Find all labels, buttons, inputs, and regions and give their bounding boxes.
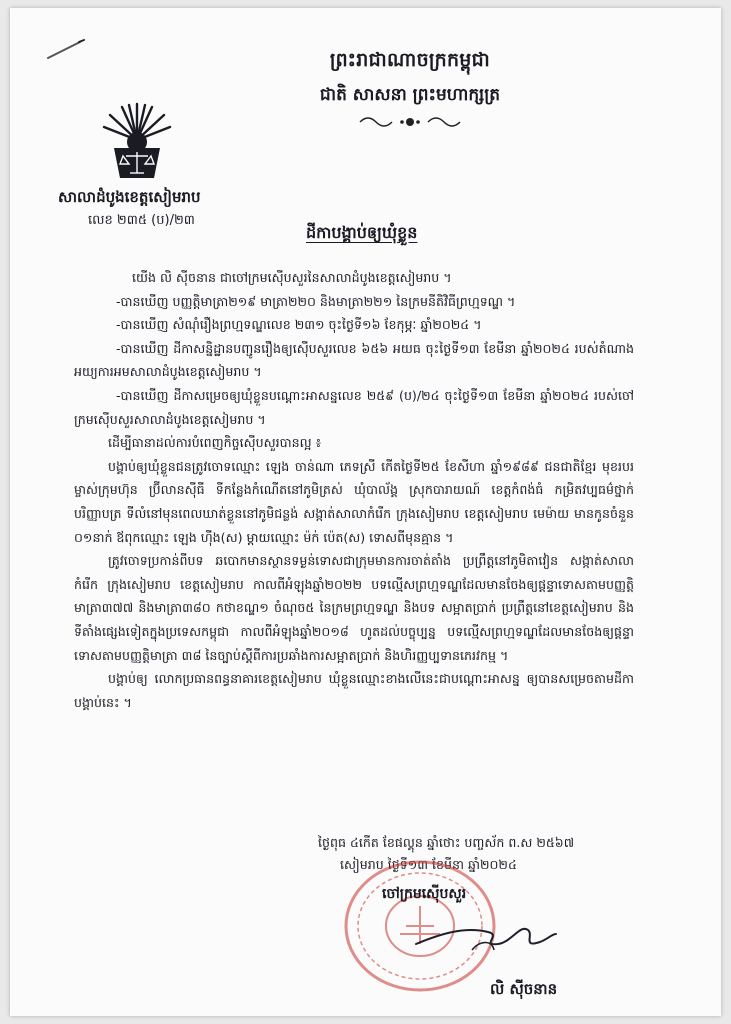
legal-basis-1: -បានឃើញ បញ្ញត្តិមាត្រា២១៩ មាត្រា២២០ និងមាត្រា២២១ នៃក្រមនីតិវិធីព្រហ្មទណ្ឌ ។ bbox=[116, 293, 516, 309]
signer-title: ចៅក្រមស៊ើបសួរ bbox=[382, 886, 467, 902]
document-page bbox=[10, 8, 721, 1016]
intro-paragraph: យើង លិ ស៊ីចនាន ជាចៅក្រមស៊ើបសួរនៃសាលាដំបូងខេត្តសៀមរាប ។ bbox=[132, 270, 452, 285]
document-title: ដីកាបង្គាប់ឲ្យឃុំខ្លួន bbox=[306, 223, 418, 242]
ornament-divider-icon bbox=[355, 115, 465, 129]
charges-paragraph: ត្រូវចោទប្រកាន់ពីបទ ឆបោកមានស្ថានទម្ងន់ទោសជាក្រុមមានការចាត់តាំង ប្រព្រឹត្តនៅភូមិតាវៀន សង្កាត់សាលាកំរើក ក្រុងសៀមរាប ខេត្តសៀមរាប កាលពីអំឡុងឆ្នាំ២០២២ បទល្មើសព្រហ្មទណ្ឌដែលមានចែងឲ្យផ្តន្ទាទោសតាមបញ្ញត្តិមាត្រា៣៧៧ និងមាត្រា៣៨០ កថាខណ្ឌ១ ចំណុច៥ នៃក្រមព្រហ្មទណ្ឌ និងបទ សម្អាតប្រាក់ ប្រព្រឹត្តនៅខេត្តសៀមរាប និងទីតាំងផ្សេងទៀតក្នុងប្រទេសកម្ពុជា កាលពីអំឡុងឆ្នាំ២០១៨ ហូតដល់បច្ចុប្បន្ន បទល្មើសព្រហ្មទណ្ឌដែលមានចែងឲ្យផ្តន្ទាទោសតាមបញ្ញត្តិមាត្រា ៣៨ នៃច្បាប់ស្តីពីការប្រឆាំងការសម្អាតប្រាក់ និងហិរញ្ញប្បទានភេរវកម្ម ។ bbox=[74, 553, 634, 663]
legal-basis-2: -បានឃើញ សំណុំរឿងព្រហ្មទណ្ឌលេខ ២៣១ ចុះថ្ងៃទី១៦ ខែកុម្ភៈ ឆ្នាំ២០២៤ ។ bbox=[116, 317, 482, 333]
document-body bbox=[74, 266, 634, 714]
court-emblem-icon bbox=[102, 98, 172, 184]
issue-date: សៀមរាប ថ្ងៃទី១៣ ខែមីនា ឆ្នាំ២០២៤ bbox=[340, 857, 517, 872]
national-motto: ជាតិ សាសនា ព្រះមហាក្សត្រ bbox=[319, 85, 501, 105]
purpose-paragraph: ដើម្បីធានាដល់ការបំពេញកិច្ចស៊ើបសួរបានល្អ ៖ bbox=[108, 435, 322, 451]
national-header bbox=[260, 48, 560, 133]
kingdom-name: ព្រះរាជាណាចក្រកម្ពុជា bbox=[329, 49, 491, 71]
prison-instruction-paragraph: បង្គាប់ឲ្យ លោកប្រធានពន្ធនាគារខេត្តសៀមរាប ឃុំខ្លួនឈ្មោះខាងលើនេះជាបណ្ដោះអាសន្ន ឲ្យបានសម្រេចតាមដីកាបង្គាប់នេះ ។ bbox=[74, 671, 634, 710]
legal-basis-3: -បានឃើញ ដីកាសន្និដ្ឋានបញ្ជូនរឿងឲ្យស៊ើបសួរលេខ ៦៥៦ អយធ ចុះថ្ងៃទី១៣ ខែមីនា ឆ្នាំ២០២៤ របស់តំណាងអយ្យការអមសាលាដំបូងខេត្តសៀមរាប ។ bbox=[74, 340, 634, 380]
signer-name: លិ ស៊ីចនាន bbox=[490, 980, 558, 998]
legal-basis-4: -បានឃើញ ដីកាសម្រេចឲ្យឃុំខ្លួនបណ្ដោះអាសន្នលេខ ២៥៩ (ប)/២៤ ចុះថ្ងៃទី១៣ ខែមីនា ឆ្នាំ២០២៤ របស់ចៅក្រមស៊ើបសួរសាលាដំបូងខេត្តសៀមរាប ។ bbox=[74, 387, 634, 427]
handwritten-signature bbox=[410, 904, 560, 964]
pen-mark bbox=[46, 38, 86, 62]
lunar-date: ថ្ងៃពុធ ៤កើត ខែផល្គុន ឆ្នាំថោះ បញ្ចស័ក ព.ស ២៥៦៧ bbox=[318, 835, 575, 850]
reference-number: លេខ ២៣៥ (ប)/២៣ bbox=[88, 213, 195, 228]
court-name: សាលាដំបូងខេត្តសៀមរាប bbox=[58, 188, 201, 206]
detention-order-paragraph: បង្គាប់ឲ្យឃុំខ្លួនជនត្រូវចោទឈ្មោះ ឡេង ចាន់ណា ភេទស្រី កើតថ្ងៃទី២៥ ខែសីហា ឆ្នាំ១៩៨៩ ជនជាតិខ្មែរ មុខរបរ ម្ចាស់ក្រុមហ៊ុន ប្រ៊ីលានស៊ីធី ទីកន្លែងកំណើតនៅភូមិត្រស់ ឃុំបាល័ង្គ ស្រុកបារាយណ៍ ខេត្តកំពង់ធំ កម្រិតវប្បធម៌ថ្នាក់បរិញ្ញាបត្រ ទីលំនៅមុនពេលឃាត់ខ្លួននៅភូមិជន្លង់ សង្កាត់សាលាកំរើក ក្រុងសៀមរាប ខេត្តសៀមរាប មេម៉ាយ មានកូនចំនួន ០១នាក់ ឪពុកឈ្មោះ ឡេង ហ៊ីង(ស) ម្ដាយឈ្មោះ ម៉ក់ ប៉េត(ស) ទោសពីមុនគ្មាន ។ bbox=[74, 458, 634, 545]
